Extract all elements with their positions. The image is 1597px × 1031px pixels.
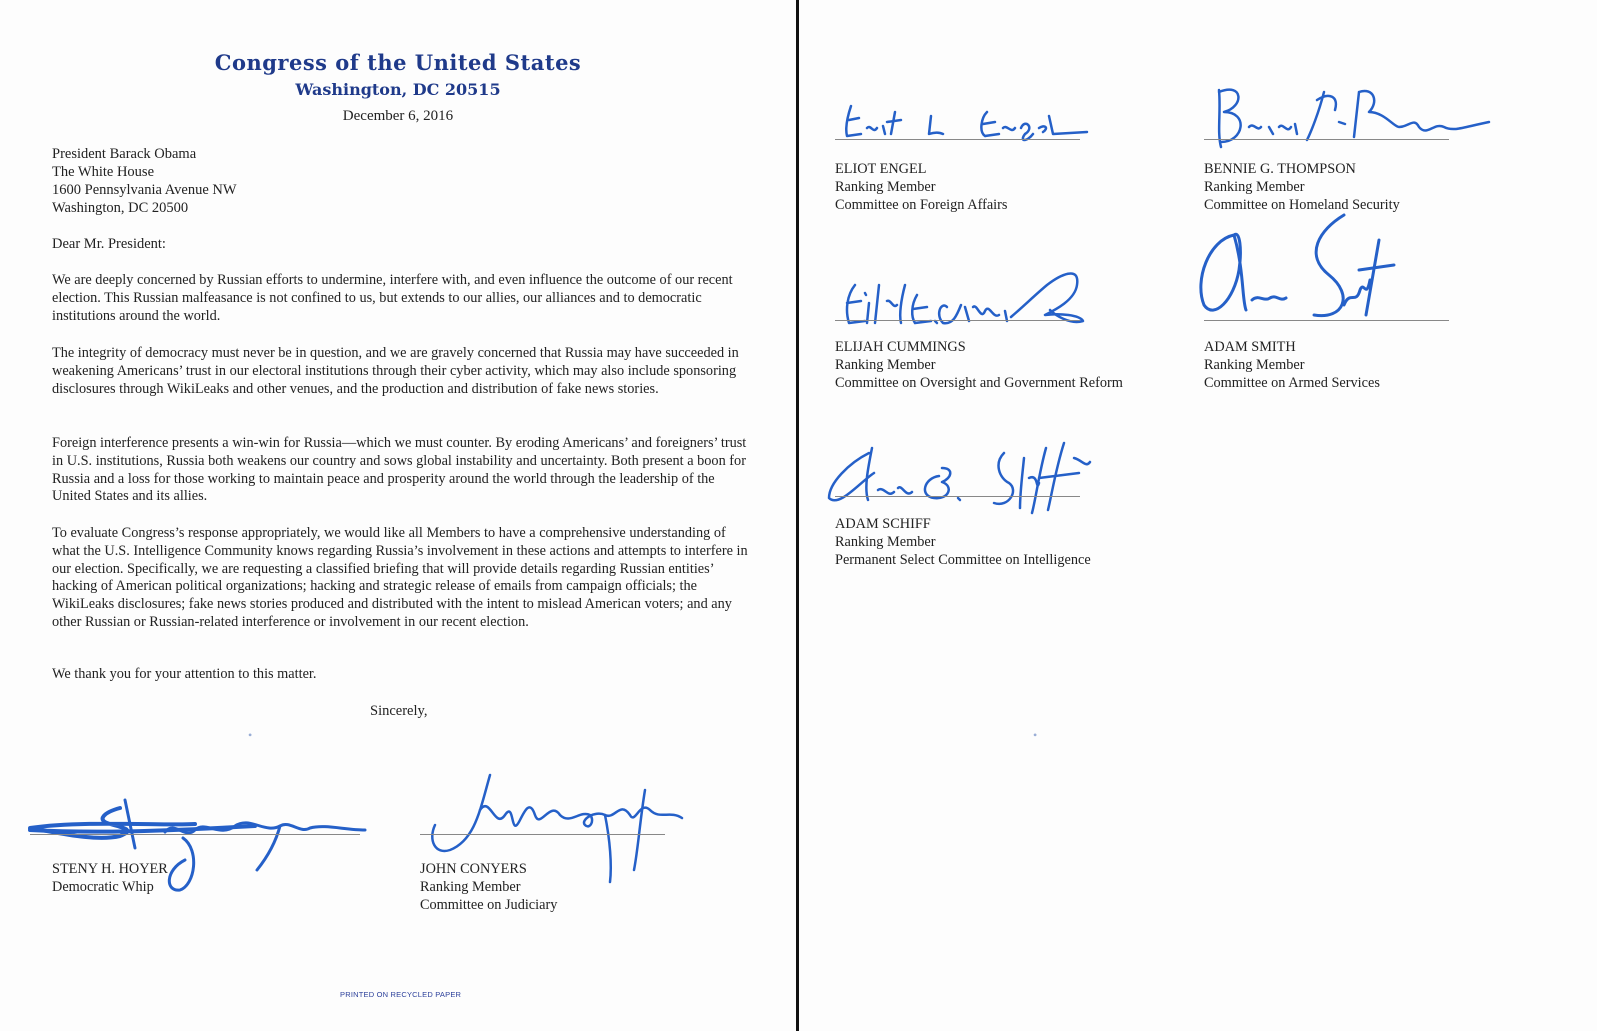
signer-engel bbox=[835, 160, 1007, 214]
signer-title: Ranking Member bbox=[835, 534, 936, 550]
signer-name: ADAM SMITH bbox=[1204, 339, 1296, 355]
signer-hoyer bbox=[52, 860, 168, 896]
signature-line bbox=[835, 139, 1080, 140]
signer-smith bbox=[1204, 338, 1380, 392]
signature-line bbox=[420, 834, 665, 835]
signer-title: Ranking Member bbox=[835, 179, 936, 195]
body-paragraph: To evaluate Congress’s response appropriately, we would like all Members to have a comprehensive understanding of what the U.S. Intelligence Community knows regarding Russia’s involvement in these actions and attempts to interfere in our election. Specifically, we are requesting a classified briefing that will provide details regarding Russian entities’ hacking of American political organizations; hacking and strategic release of emails from campaign officials; the WikiLeaks disclosures; fake news stories produced and distributed with the intent to mislead American voters; and any other Russian or Russian-related interference or involvement in our recent election. bbox=[52, 525, 748, 630]
address-line: Washington, DC 20500 bbox=[52, 200, 189, 216]
signer-name: ELIOT ENGEL bbox=[835, 161, 927, 177]
signature-line bbox=[835, 496, 1080, 497]
recycled-paper-note: PRINTED ON RECYCLED PAPER bbox=[340, 990, 462, 999]
signer-name: STENY H. HOYER bbox=[52, 861, 168, 877]
signer-cummings bbox=[835, 338, 1123, 392]
letter-date: December 6, 2016 bbox=[342, 108, 454, 124]
signer-committee: Committee on Oversight and Government Reform bbox=[835, 375, 1123, 391]
signer-title: Democratic Whip bbox=[52, 879, 154, 895]
paper-speck: • bbox=[248, 728, 253, 742]
signer-committee: Committee on Foreign Affairs bbox=[835, 197, 1008, 213]
letterhead-title: Congress of the United States bbox=[214, 50, 582, 75]
cummings-signature bbox=[835, 255, 1095, 330]
address-line: The White House bbox=[52, 164, 155, 180]
signer-committee: Committee on Armed Services bbox=[1204, 375, 1380, 391]
signer-committee: Committee on Homeland Security bbox=[1204, 197, 1400, 213]
body-paragraph: We are deeply concerned by Russian efforts to undermine, interfere with, and even influence the outcome of our recent election. This Russian malfeasance is not confined to us, but extends to our allies, our alliances and to democratic institutions around the world. bbox=[52, 272, 733, 324]
schiff-signature bbox=[824, 438, 1104, 518]
signer-title: Ranking Member bbox=[420, 879, 521, 895]
body-paragraph: The integrity of democracy must never be in question, and we are gravely concerned that Russia may have succeeded in weakening Americans’ trust in our electoral institutions through their cyber activity, which may also include sponsoring disclosures through WikiLeaks and other venues, and the production and distribution of fake news stories. bbox=[52, 345, 739, 397]
body-paragraph: Foreign interference presents a win-win for Russia—which we must counter. By eroding Americans’ and foreigners’ trust in U.S. institutions, Russia both weakens our country and sows global instability and uncertainty. Both present a boon for Russia and a loss for those working to maintain peace and prosperity around the world through the leadership of the United States and its allies. bbox=[52, 435, 747, 505]
signer-conyers bbox=[420, 860, 557, 914]
thompson-signature bbox=[1199, 82, 1499, 157]
signer-name: ADAM SCHIFF bbox=[835, 516, 931, 532]
recipient-address bbox=[52, 145, 237, 217]
signer-name: BENNIE G. THOMPSON bbox=[1204, 161, 1356, 177]
signature-line bbox=[1204, 139, 1449, 140]
signer-name: ELIJAH CUMMINGS bbox=[835, 339, 966, 355]
signer-title: Ranking Member bbox=[1204, 179, 1305, 195]
letter-page-1 bbox=[0, 0, 796, 1031]
signer-name: JOHN CONYERS bbox=[420, 861, 527, 877]
letter-page-2 bbox=[799, 0, 1597, 1031]
smith-signature bbox=[1194, 210, 1414, 325]
signer-schiff bbox=[835, 515, 1091, 569]
signer-committee: Permanent Select Committee on Intelligence bbox=[835, 552, 1091, 568]
signature-line bbox=[30, 834, 360, 835]
signer-title: Ranking Member bbox=[835, 357, 936, 373]
address-line: 1600 Pennsylvania Avenue NW bbox=[52, 182, 237, 198]
signer-thompson bbox=[1204, 160, 1400, 214]
letterhead-subtitle: Washington, DC 20515 bbox=[295, 80, 501, 99]
salutation: Dear Mr. President: bbox=[52, 236, 166, 252]
signer-title: Ranking Member bbox=[1204, 357, 1305, 373]
closing: Sincerely, bbox=[370, 703, 428, 719]
body-paragraph: We thank you for your attention to this matter. bbox=[52, 666, 317, 682]
paper-speck: • bbox=[1033, 728, 1038, 742]
address-line: President Barack Obama bbox=[52, 146, 197, 162]
signature-line bbox=[835, 320, 1080, 321]
signature-line bbox=[1204, 320, 1449, 321]
engel-signature bbox=[839, 98, 1089, 143]
signer-committee: Committee on Judiciary bbox=[420, 897, 558, 913]
